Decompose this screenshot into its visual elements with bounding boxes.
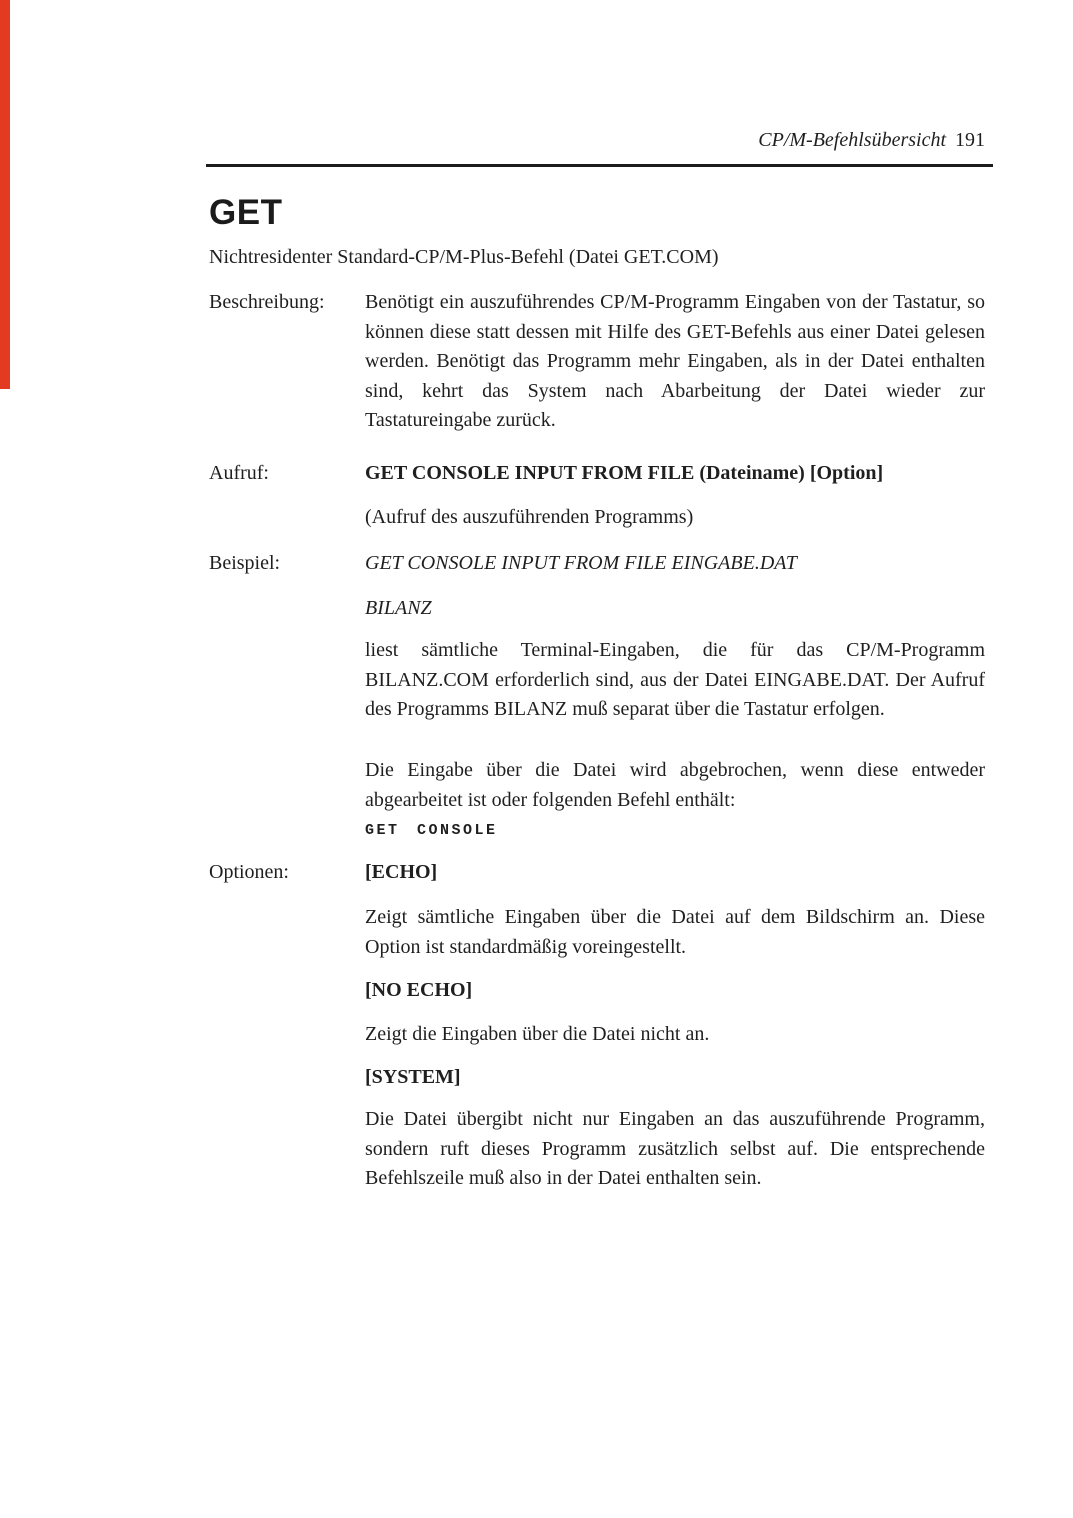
running-header-title: CP/M-Befehlsübersicht (758, 129, 946, 151)
option-echo-description: Zeigt sämtliche Eingaben über die Datei auf dem Bildschirm an. Diese Option ist standardmäßig voreingestellt. (365, 906, 985, 958)
header-rule (206, 164, 993, 167)
command-heading: GET (209, 193, 283, 232)
beispiel-paragraph1: liest sämtliche Terminal-Eingaben, die für das CP/M-Programm BILANZ.COM erforderlich sind, aus der Datei EINGABE.DAT. Der Aufruf des Programms BILANZ muß separat über die Tastatur erfolgen. (365, 639, 985, 721)
aufruf-syntax: GET CONSOLE INPUT FROM FILE (Dateiname) [Option] (365, 462, 884, 484)
option-system-description: Die Datei übergibt nicht nur Eingaben an das auszuführende Programm, sondern ruft dieses Programm zusätzlich selbst auf. Die entsprechende Befehlszeile muß also in der Datei enthalten sein. (365, 1108, 985, 1190)
beispiel-example-program: BILANZ (365, 597, 432, 619)
running-header (758, 129, 985, 152)
command-subtitle: Nichtresidenter Standard-CP/M-Plus-Befehl (Datei GET.COM) (209, 246, 719, 268)
red-page-edge-mark (0, 0, 10, 389)
beispiel-code-line: GET CONSOLE (365, 822, 498, 839)
beschreibung-text: Benötigt ein auszuführendes CP/M-Programm Eingaben von der Tastatur, so können diese statt dessen mit Hilfe des GET-Befehls aus einer Datei gelesen werden. Benötigt das Programm mehr Eingaben, als in der Datei enthalten sind, kehrt das System nach Abarbeitung der Datei wieder zur Tastatureingabe zurück. (365, 291, 985, 432)
beispiel-example-command: GET CONSOLE INPUT FROM FILE EINGABE.DAT (365, 552, 797, 574)
label-beispiel: Beispiel: (209, 552, 281, 574)
label-beschreibung: Beschreibung: (209, 291, 325, 313)
label-optionen: Optionen: (209, 861, 289, 883)
option-noecho-name: [NO ECHO] (365, 979, 473, 1001)
option-system-name: [SYSTEM] (365, 1066, 461, 1088)
beispiel-paragraph2: Die Eingabe über die Datei wird abgebrochen, wenn diese entweder abgearbeitet ist oder folgenden Befehl enthält: (365, 759, 985, 811)
label-aufruf: Aufruf: (209, 462, 269, 484)
page-number: 191 (955, 129, 985, 151)
option-echo-name: [ECHO] (365, 861, 438, 883)
option-noecho-description: Zeigt die Eingaben über die Datei nicht an. (365, 1023, 710, 1045)
aufruf-note: (Aufruf des auszuführenden Programms) (365, 506, 694, 528)
